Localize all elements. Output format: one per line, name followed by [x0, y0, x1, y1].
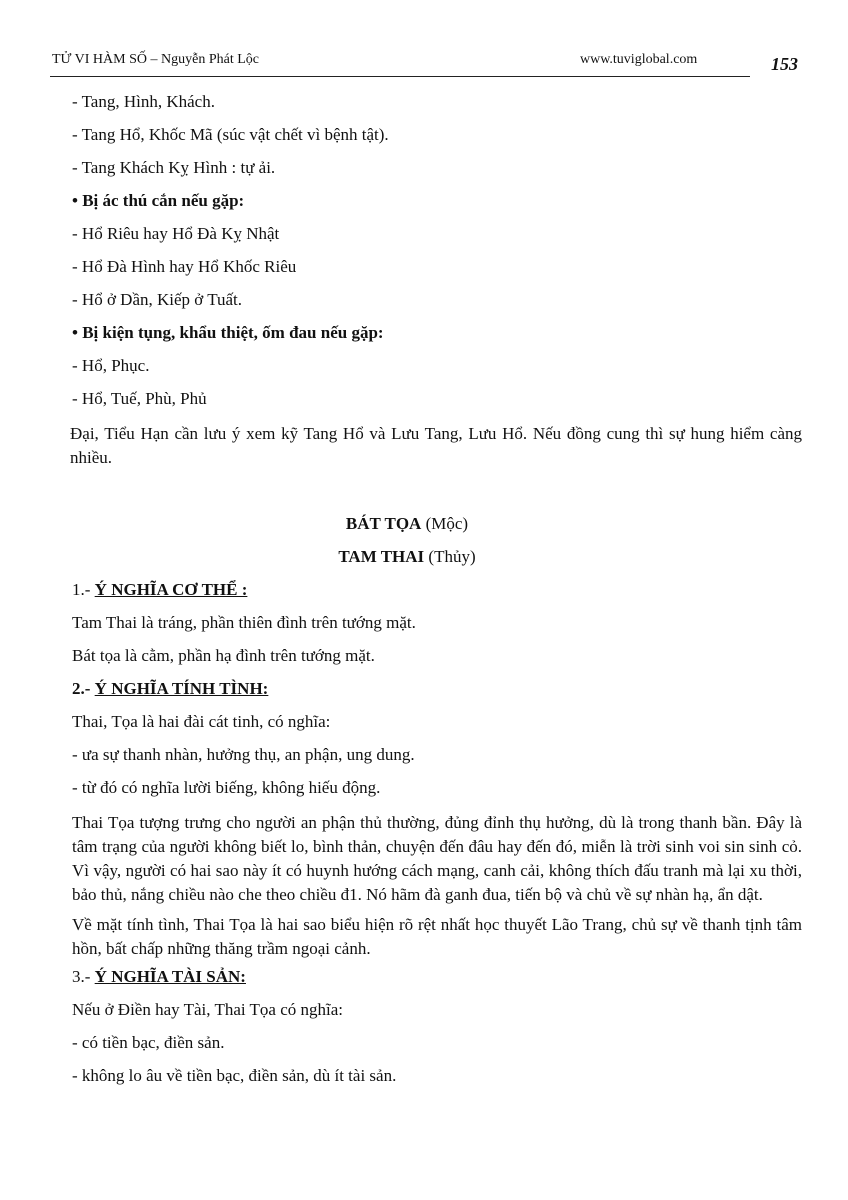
paragraph: Về mặt tính tình, Thai Tọa là hai sao biểu hiện rõ rệt nhất học thuyết Lão Trang, chủ sự về thanh tịnh tâm hồn, bất chấp những thăng trầm ngoại cảnh.: [72, 915, 802, 958]
page-number: 153: [771, 54, 798, 74]
section-title-2: 2.- Ý NGHĨA TÍNH TÌNH:: [72, 679, 269, 698]
text-line: Nếu ở Điền hay Tài, Thai Tọa có nghĩa:: [72, 1000, 344, 1019]
book-title: TỬ VI HÀM SỐ – Nguyễn Phát Lộc: [52, 52, 259, 67]
section-title-3: 3.- Ý NGHĨA TÀI SẢN:: [72, 967, 246, 986]
text-line: - Tang Khách Kỵ Hình : tự ải.: [72, 158, 276, 177]
page-header: [50, 52, 798, 77]
star-title-tam-thai: TAM THAI (Thủy): [338, 547, 476, 566]
text-line: - Tang Hổ, Khốc Mã (súc vật chết vì bệnh tật).: [72, 125, 389, 144]
text-line: - Hổ ở Dần, Kiếp ở Tuất.: [72, 290, 243, 309]
paragraph: Đại, Tiểu Hạn cần lưu ý xem kỹ Tang Hổ và Lưu Tang, Lưu Hổ. Nếu đồng cung thì sự hung hiểm càng nhiều.: [70, 424, 802, 467]
text-line: - Hổ Riêu hay Hổ Đà Kỵ Nhật: [72, 224, 280, 243]
text-line: Tam Thai là tráng, phần thiên đình trên tướng mặt.: [72, 613, 416, 632]
text-line: - ưa sự thanh nhàn, hưởng thụ, an phận, ung dung.: [72, 745, 415, 764]
text-line: - Hổ, Tuế, Phù, Phủ: [72, 389, 207, 408]
page-content: [72, 92, 802, 1099]
text-line: - từ đó có nghĩa lười biếng, không hiếu động.: [72, 778, 381, 797]
website-url: www.tuviglobal.com: [580, 52, 698, 67]
section-title-1: 1.- Ý NGHĨA CƠ THỂ :: [72, 580, 248, 599]
text-line: Bát tọa là cằm, phần hạ đình trên tướng mặt.: [72, 646, 375, 665]
star-title-bat-toa: BÁT TỌA (Mộc): [345, 514, 469, 533]
text-line: - có tiền bạc, điền sản.: [72, 1033, 225, 1052]
text-line: Thai, Tọa là hai đài cát tinh, có nghĩa:: [72, 712, 331, 731]
text-line: - không lo âu về tiền bạc, điền sản, dù ít tài sản.: [72, 1066, 397, 1085]
section-heading: • Bị kiện tụng, khẩu thiệt, ốm đau nếu gặp:: [72, 323, 384, 342]
section-heading: • Bị ác thú cắn nếu gặp:: [72, 191, 245, 210]
text-line: - Hổ, Phục.: [72, 356, 150, 375]
text-line: - Tang, Hình, Khách.: [72, 92, 215, 111]
text-line: - Hổ Đà Hình hay Hổ Khốc Riêu: [72, 257, 297, 276]
paragraph: Thai Tọa tượng trưng cho người an phận thủ thường, đủng đỉnh thụ hưởng, dù là trong thanh bần. Đây là tâm trạng của người không biết lo, bình thản, chuyện đến đâu hay đến đó, miễn là trời sinh voi sin sinh cỏ. Vì vậy, người có hai sao này ít có huynh hướng cách mạng, canh cải, không thích đấu tranh mà lại xu thời, bảo thủ, nắng chiều nào che theo chiều đ1. Nó hãm đà ganh đua, tiến bộ và chủ về sự nhàn hạ, ẩn dật.: [72, 813, 802, 904]
